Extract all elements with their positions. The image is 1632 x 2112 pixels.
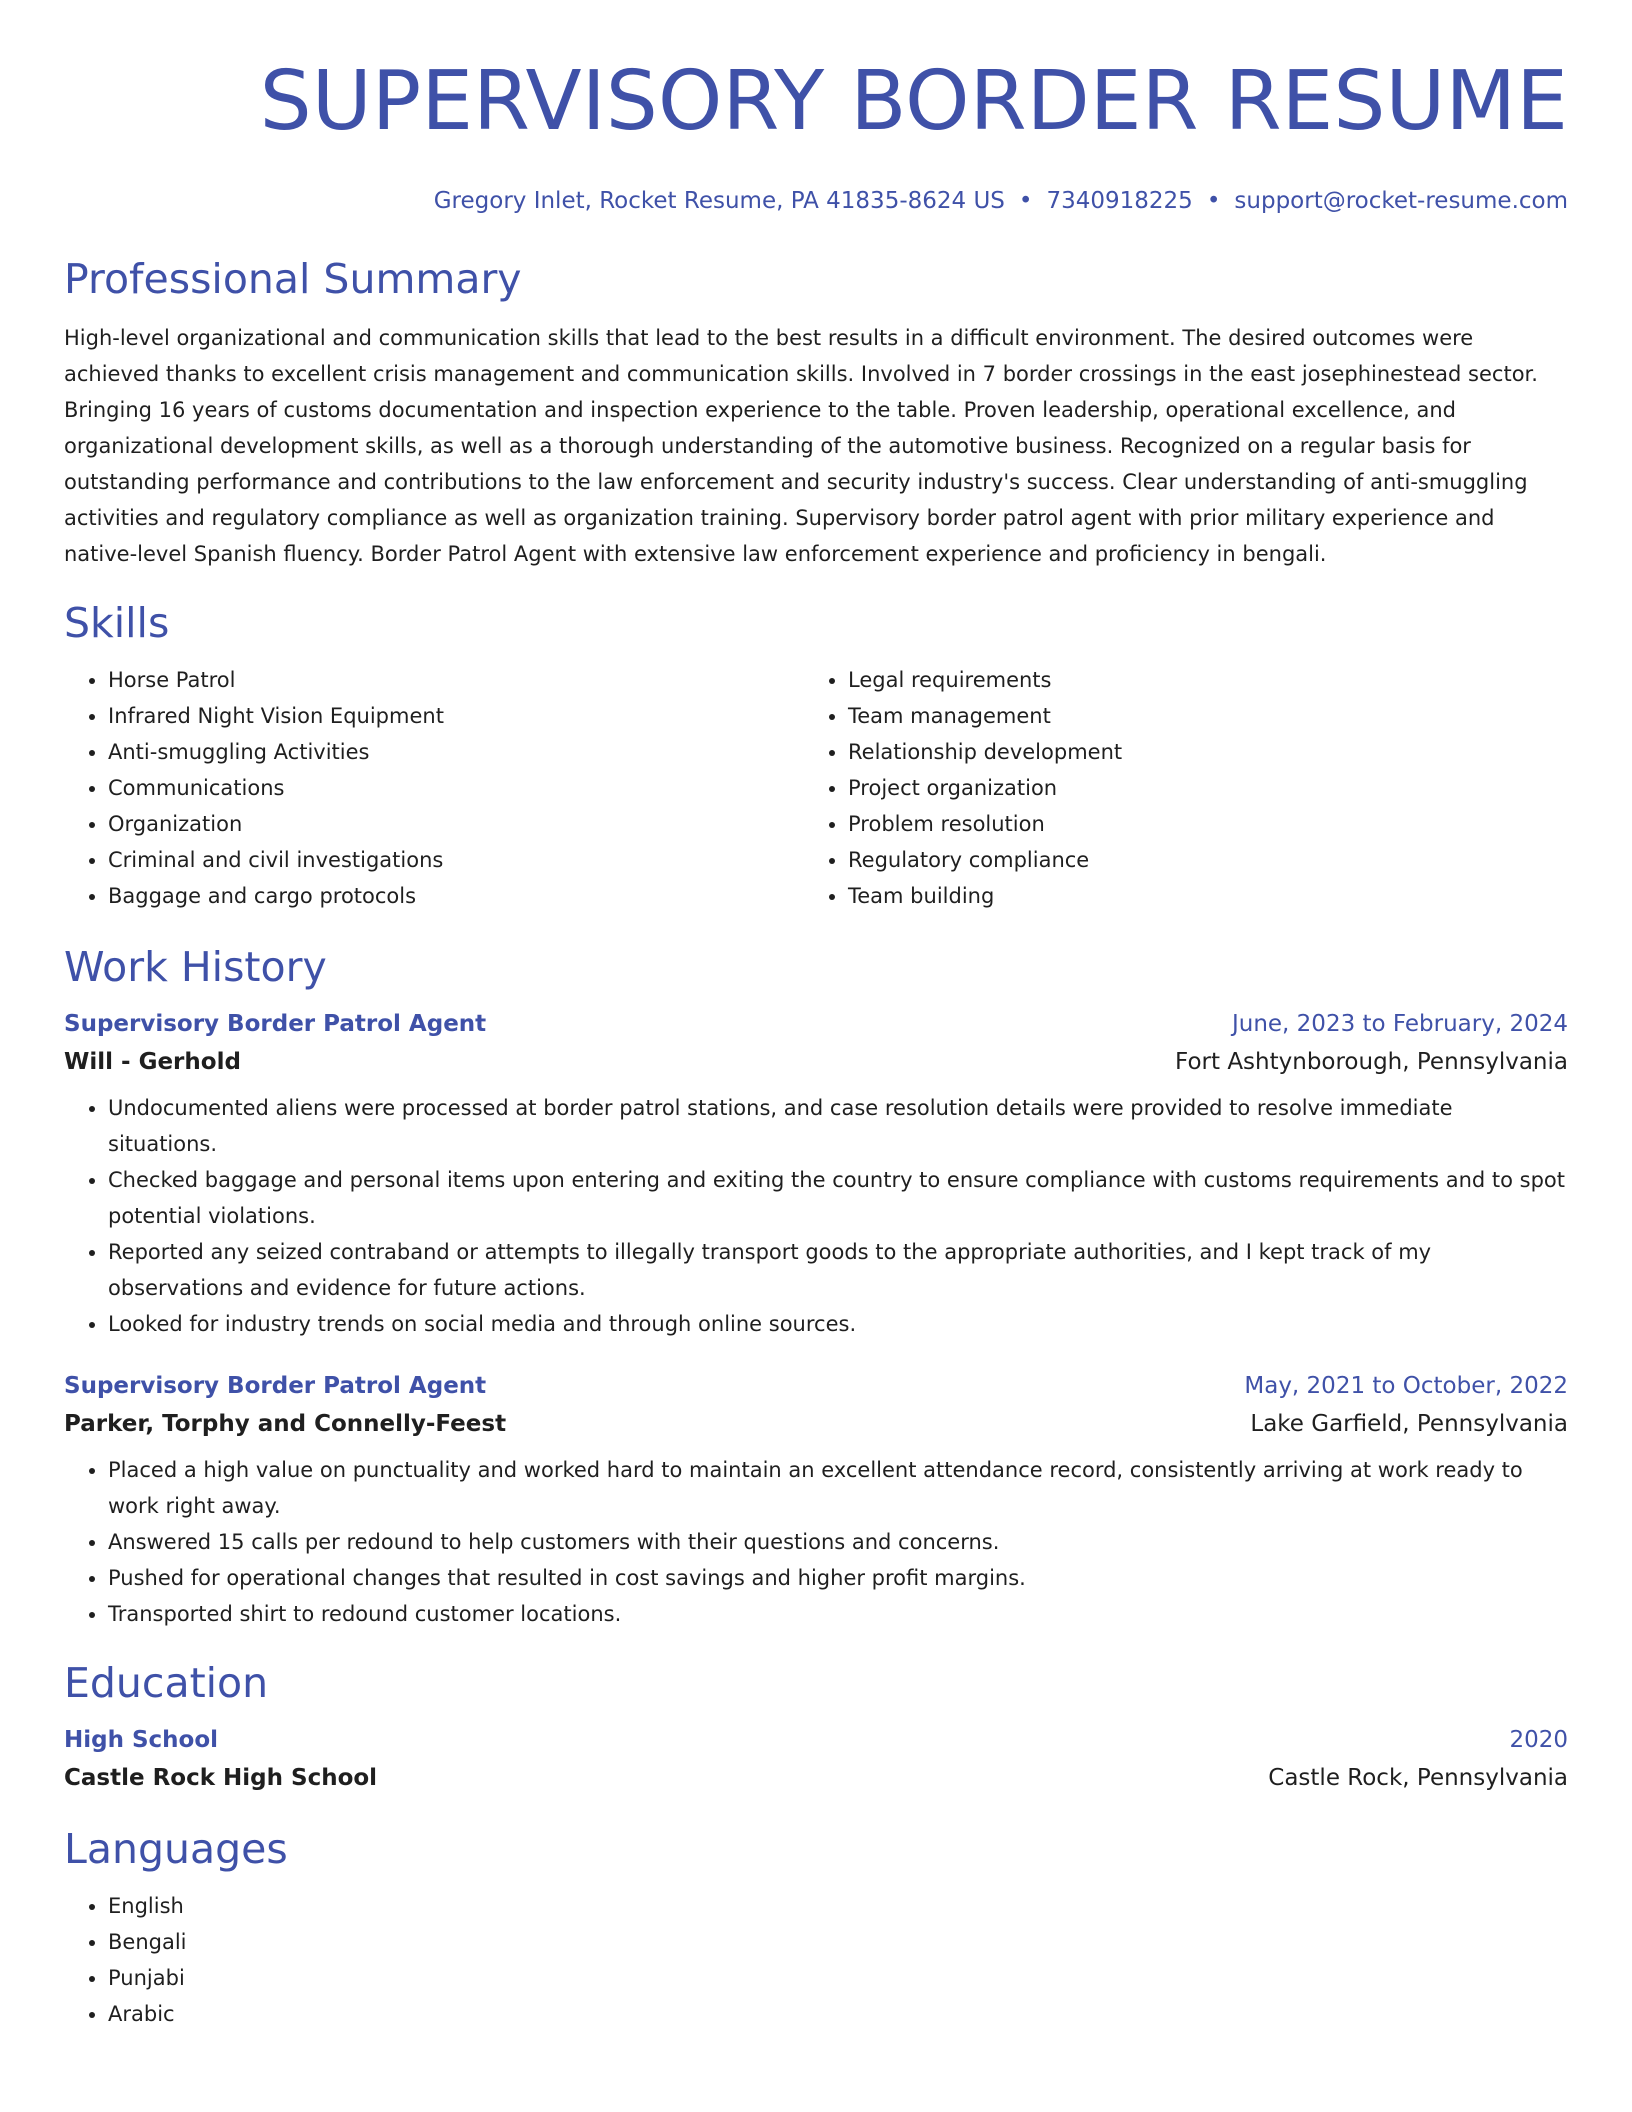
contact-email: support@rocket-resume.com xyxy=(1234,188,1568,214)
job-title: Supervisory Border Patrol Agent xyxy=(64,1011,487,1037)
skill-item: • Legal requirements xyxy=(848,662,1544,698)
work-history-heading: Work History xyxy=(64,943,327,991)
education-degree: High School xyxy=(64,1727,219,1753)
job-company-row xyxy=(64,1404,1568,1444)
skill-item: • Criminal and civil investigations xyxy=(108,842,804,878)
job-bullet: • Undocumented aliens were processed at border patrol stations, and case resolution details were provided to resolve immediate situations. xyxy=(108,1090,1568,1162)
contact-line xyxy=(64,186,1568,216)
languages-heading: Languages xyxy=(64,1825,288,1873)
language-item: • Arabic xyxy=(108,1996,1568,2032)
resume-name: SUPERVISORY BORDER RESUME xyxy=(259,54,1568,149)
education-school-row xyxy=(64,1758,1568,1798)
education-header-row xyxy=(64,1722,1568,1758)
summary-text: High-level organizational and communication skills that lead to the best results in a difficult environment. The desired outcomes were achieved thanks to excellent crisis management and communication skills. Involved in 7 border crossings in the east josephinestead sector. Bringing 16 years of customs documentation and inspection experience to the table. Proven leadership, operational excellence, and organizational development skills, as well as a thorough understanding of the automotive business. Recognized on a regular basis for outstanding performance and contributions to the law enforcement and security industry's success. Clear understanding of anti-smuggling activities and regulatory compliance as well as organization training. Supervisory border patrol agent with prior military experience and native-level Spanish fluency. Border Patrol Agent with extensive law enforcement experience and proficiency in bengali. xyxy=(64,326,1538,566)
job-company: Parker, Torphy and Connelly-Feest xyxy=(64,1411,507,1437)
job-bullet: • Answered 15 calls per redound to help customers with their questions and concerns. xyxy=(108,1524,1568,1560)
job-bullet: • Transported shirt to redound customer locations. xyxy=(108,1596,1568,1632)
languages-list xyxy=(64,1888,1568,2032)
skill-item: • Horse Patrol xyxy=(108,662,804,698)
language-item: • Bengali xyxy=(108,1924,1568,1960)
education-entry xyxy=(64,1722,1568,1798)
job-bullets xyxy=(64,1090,1568,1342)
job-header-row xyxy=(64,1368,1568,1404)
job-location: Lake Garfield, Pennsylvania xyxy=(1250,1411,1568,1437)
skill-item: • Project organization xyxy=(848,770,1544,806)
job-company-row xyxy=(64,1042,1568,1082)
job-bullet: • Pushed for operational changes that resulted in cost savings and higher profit margins. xyxy=(108,1560,1568,1596)
education-year: 2020 xyxy=(1509,1727,1568,1753)
job-entry xyxy=(64,1006,1568,1342)
summary-heading: Professional Summary xyxy=(64,255,522,303)
skill-item: • Baggage and cargo protocols xyxy=(108,878,804,914)
education-heading: Education xyxy=(64,1659,269,1707)
skill-item: • Problem resolution xyxy=(848,806,1544,842)
language-item: • Punjabi xyxy=(108,1960,1568,1996)
job-bullet: • Checked baggage and personal items upon entering and exiting the country to ensure compliance with customs requirements and to spot potential violations. xyxy=(108,1162,1568,1234)
skill-item: • Infrared Night Vision Equipment xyxy=(108,698,804,734)
skill-item: • Relationship development xyxy=(848,734,1544,770)
job-bullet: • Placed a high value on punctuality and worked hard to maintain an excellent attendance record, consistently arriving at work ready to work right away. xyxy=(108,1452,1568,1524)
job-bullets xyxy=(64,1452,1568,1632)
skills-columns xyxy=(64,662,1568,914)
job-title: Supervisory Border Patrol Agent xyxy=(64,1373,487,1399)
contact-address: Gregory Inlet, Rocket Resume, PA 41835-8624 US xyxy=(433,188,1005,214)
skill-item: • Team building xyxy=(848,878,1544,914)
skills-heading: Skills xyxy=(64,599,170,647)
language-item: • English xyxy=(108,1888,1568,1924)
skill-item: • Communications xyxy=(108,770,804,806)
skill-item: • Regulatory compliance xyxy=(848,842,1544,878)
job-dates: May, 2021 to October, 2022 xyxy=(1244,1373,1568,1399)
job-entry xyxy=(64,1368,1568,1632)
job-location: Fort Ashtynborough, Pennsylvania xyxy=(1175,1049,1568,1075)
education-school: Castle Rock High School xyxy=(64,1765,378,1791)
contact-separator: • xyxy=(1018,188,1033,214)
education-location: Castle Rock, Pennsylvania xyxy=(1268,1765,1568,1791)
skills-list-left xyxy=(64,662,804,914)
skill-item: • Team management xyxy=(848,698,1544,734)
job-header-row xyxy=(64,1006,1568,1042)
job-dates: June, 2023 to February, 2024 xyxy=(1231,1011,1568,1037)
job-bullet: • Looked for industry trends on social media and through online sources. xyxy=(108,1306,1568,1342)
contact-phone: 7340918225 xyxy=(1046,188,1193,214)
skill-item: • Anti-smuggling Activities xyxy=(108,734,804,770)
skills-list-right xyxy=(804,662,1544,914)
job-company: Will - Gerhold xyxy=(64,1049,241,1075)
job-bullet: • Reported any seized contraband or attempts to illegally transport goods to the appropriate authorities, and I kept track of my observations and evidence for future actions. xyxy=(108,1234,1568,1306)
contact-separator: • xyxy=(1206,188,1221,214)
skill-item: • Organization xyxy=(108,806,804,842)
